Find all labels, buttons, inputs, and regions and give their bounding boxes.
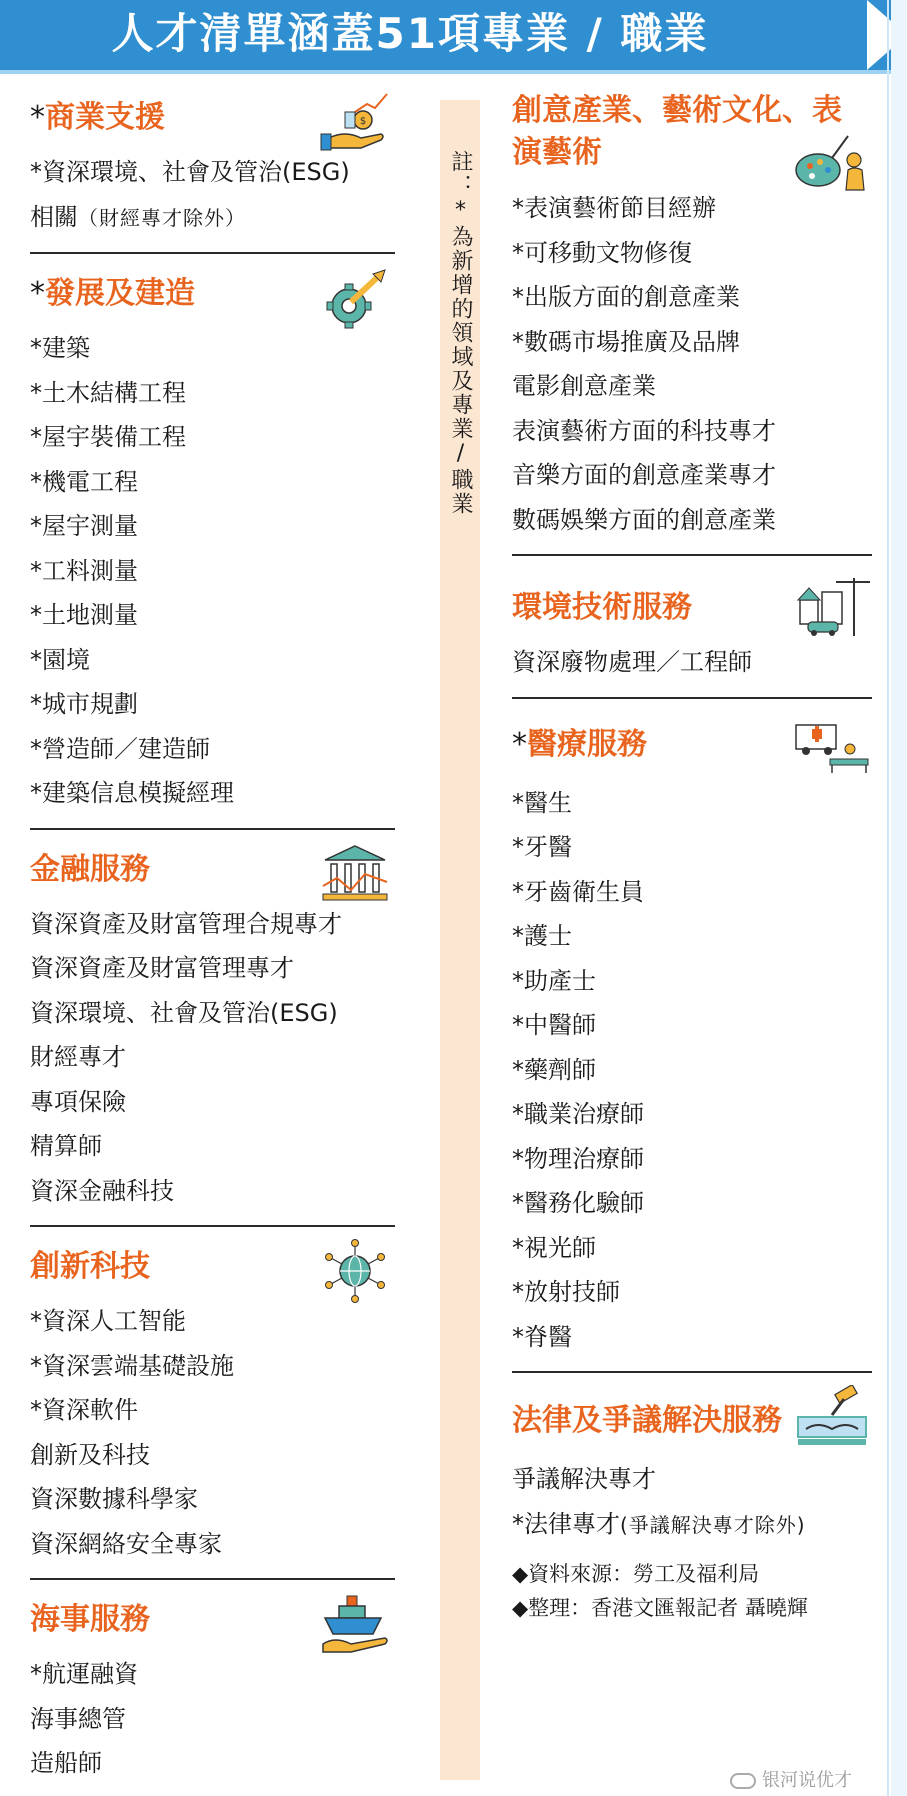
list-item: 精算師 — [30, 1132, 102, 1160]
list-item: *資深軟件 — [30, 1396, 138, 1424]
compiler-line: ◆整理：香港文匯報記者 聶曉輝 — [512, 1596, 808, 1620]
section-title: *發展及建造 — [30, 276, 195, 311]
list-item: *護士 — [512, 922, 572, 950]
page-title — [0, 6, 820, 62]
list-item: *物理治療師 — [512, 1144, 644, 1173]
list-item: 相關（財經專才除外） — [30, 202, 246, 231]
list-item: 資深廢物處理／工程師 — [512, 648, 752, 676]
list-item: 爭議解決專才 — [512, 1465, 656, 1493]
list-item: 專項保險 — [30, 1087, 126, 1116]
list-item: *建築 — [30, 334, 90, 362]
title-prefix: 人才清單涵蓋 — [111, 9, 376, 58]
list-item: 資深環境、社會及管治(ESG) — [30, 998, 338, 1027]
list-item: *屋宇裝備工程 — [30, 423, 186, 451]
list-item: *城市規劃 — [30, 690, 138, 718]
list-item: *法律專才(爭議解決專才除外) — [512, 1509, 806, 1538]
list-item: *航運融資 — [30, 1660, 138, 1688]
list-item: 財經專才 — [30, 1043, 126, 1071]
gear-arrow-icon — [315, 266, 395, 330]
bank-chart-icon — [315, 842, 395, 906]
left-column — [30, 90, 395, 1796]
section-title: 環境技術服務 — [512, 590, 692, 625]
section-legal-dispute — [512, 1385, 872, 1637]
list-item: *工料測量 — [30, 556, 138, 585]
list-item: 音樂方面的創意產業專才 — [512, 461, 776, 489]
list-item: *建築信息模擬經理 — [30, 779, 234, 807]
title-number: 51 — [375, 9, 438, 58]
svg-text:$: $ — [359, 116, 367, 127]
list-item: *醫務化驗師 — [512, 1189, 644, 1217]
list-item: *中醫師 — [512, 1011, 596, 1039]
section-title: 海事服務 — [30, 1602, 150, 1637]
list-item: 造船師 — [30, 1749, 102, 1777]
section-medical-services — [512, 711, 872, 1374]
ambulance-bed-icon — [792, 711, 872, 775]
list-item: *資深雲端基礎設施 — [30, 1351, 234, 1380]
list-item: *出版方面的創意產業 — [512, 283, 740, 311]
list-item: 海事總管 — [30, 1704, 126, 1733]
section-title: *商業支援 — [30, 100, 165, 135]
list-item: *助產士 — [512, 966, 596, 995]
header-banner — [0, 0, 907, 70]
section-financial-services — [30, 842, 395, 1228]
globe-network-icon — [315, 1239, 395, 1303]
list-item: *土地測量 — [30, 601, 138, 629]
list-item: 資深金融科技 — [30, 1176, 174, 1205]
list-item: 資深資產及財富管理合規專才 — [30, 909, 342, 938]
source-credits — [512, 1557, 872, 1625]
list-item: *機電工程 — [30, 467, 138, 496]
right-column — [512, 90, 872, 1649]
list-item: *可移動文物修復 — [512, 238, 692, 267]
list-item: *脊醫 — [512, 1322, 572, 1351]
source-line: ◆資料來源：勞工及福利局 — [512, 1562, 760, 1586]
gavel-handshake-icon — [792, 1385, 872, 1449]
list-item: *藥劑師 — [512, 1055, 596, 1084]
list-item: *醫生 — [512, 788, 572, 817]
list-item: *表演藝術節目經辦 — [512, 194, 716, 222]
watermark: 银河说优才 — [730, 1770, 852, 1792]
list-item: 資深網絡安全專家 — [30, 1529, 222, 1558]
list-item: *放射技師 — [512, 1278, 620, 1306]
list-item: *牙醫 — [512, 833, 572, 861]
list-item: *牙齒衛生員 — [512, 877, 644, 906]
note-text: 註：*為新增的領域及專業/職業 — [448, 150, 473, 516]
section-title: 法律及爭議解決服務 — [512, 1403, 782, 1438]
section-title: 金融服務 — [30, 851, 150, 887]
section-title: *醫療服務 — [512, 726, 647, 762]
list-item: *園境 — [30, 645, 90, 674]
list-item: *土木結構工程 — [30, 378, 186, 407]
list-item: 數碼娛樂方面的創意產業 — [512, 505, 776, 534]
list-item: 電影創意產業 — [512, 372, 656, 400]
note-strip — [440, 100, 480, 1780]
edge-line — [887, 0, 889, 1796]
section-environmental-technology — [512, 568, 872, 699]
list-item: 資深資產及財富管理專才 — [30, 954, 294, 982]
art-palette-icon — [792, 130, 872, 194]
ship-icon — [315, 1592, 395, 1656]
header-underline — [0, 70, 907, 74]
list-item: *數碼市場推廣及品牌 — [512, 327, 740, 356]
list-item: *屋宇測量 — [30, 512, 138, 540]
list-item: *視光師 — [512, 1233, 596, 1262]
section-business-support — [30, 90, 395, 254]
section-creative-arts — [512, 90, 872, 556]
wechat-icon — [730, 1773, 756, 1789]
list-item: 資深數據科學家 — [30, 1485, 198, 1513]
section-title: 創新科技 — [30, 1249, 150, 1284]
city-crane-icon — [792, 574, 872, 638]
edge-stripe — [891, 0, 907, 1796]
section-development-construction — [30, 266, 395, 830]
list-item: 創新及科技 — [30, 1440, 150, 1469]
list-item: *職業治療師 — [512, 1100, 644, 1128]
list-item: *資深環境、社會及管治(ESG) — [30, 158, 350, 186]
money-hand-icon — [315, 90, 395, 154]
list-item: 表演藝術方面的科技專才 — [512, 416, 776, 445]
section-maritime-services — [30, 1592, 395, 1796]
list-item: *營造師／建造師 — [30, 734, 210, 763]
title-suffix: 項專業 / 職業 — [437, 9, 709, 58]
section-innovation-technology — [30, 1239, 395, 1580]
section-title: 創意產業、藝術文化、表演藝術 — [512, 93, 842, 170]
list-item: *資深人工智能 — [30, 1307, 186, 1335]
